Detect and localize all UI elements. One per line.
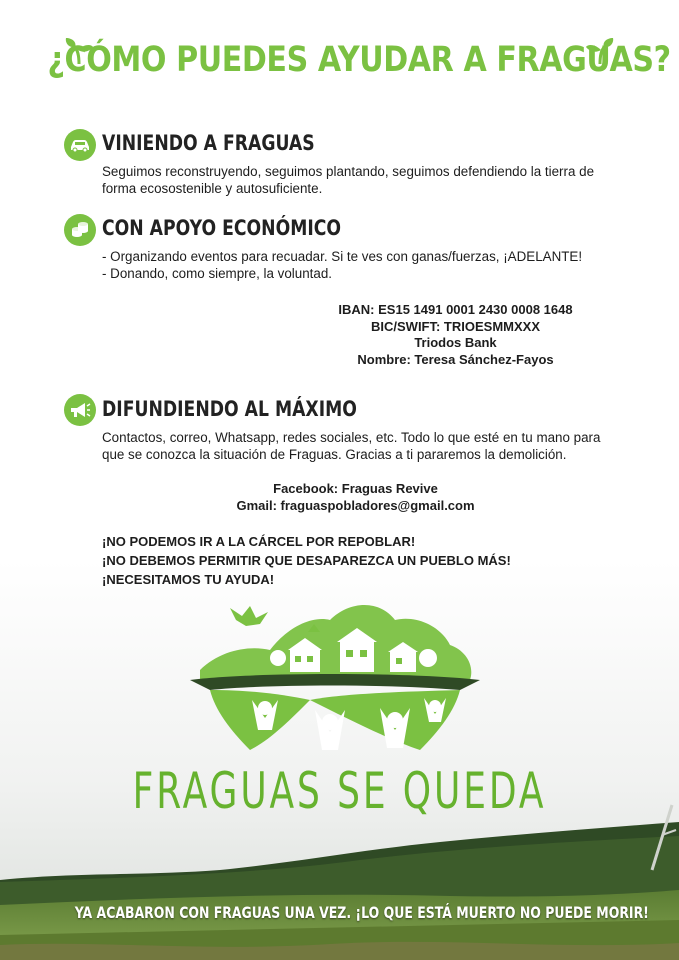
section-heading-visit: VINIENDO A FRAGUAS — [102, 131, 315, 155]
section-text-spread — [102, 429, 622, 463]
dragon-icon — [230, 606, 268, 626]
footer-banner: YA ACABARON CON FRAGUAS UNA VEZ. ¡LO QUE ESTÁ MUERTO NO PUEDE MORIR! — [74, 903, 649, 922]
swift-line: BIC/SWIFT: TRIOESMMXXX — [371, 318, 540, 334]
section-heading-economic: CON APOYO ECONÓMICO — [102, 216, 342, 240]
bank-name-line: Triodos Bank — [414, 335, 497, 350]
slogan-line: ¡NO DEBEMOS PERMITIR QUE DESAPAREZCA UN PUEBLO MÁS! — [102, 553, 511, 568]
section-icon-car — [64, 129, 96, 161]
section-icon-coins — [64, 214, 96, 246]
text-line: Contactos, correo, Whatsapp, redes sociales, etc. Todo lo que esté en tu mano para — [102, 430, 601, 445]
bank-details — [116, 302, 679, 368]
logo-text: FRAGUAS SE QUEDA — [132, 762, 547, 820]
section-text-economic — [102, 248, 622, 282]
iban-line: IBAN: ES15 1491 0001 2430 0008 1648 — [338, 302, 573, 317]
text-line: - Organizando eventos para recuadar. Si te ves con ganas/fuerzas, ¡ADELANTE! — [102, 249, 583, 264]
page-title: ¿CÓMO PUEDES AYUDAR A FRAGUAS? — [47, 40, 671, 80]
slogans — [102, 532, 511, 589]
text-line: Seguimos reconstruyendo, seguimos plantando, seguimos defendiendo la tierra de — [102, 164, 595, 179]
text-line: que se conozca la situación de Fraguas. Gracias a ti pararemos la demolición. — [102, 447, 567, 462]
section-icon-megaphone — [64, 394, 96, 426]
section-heading-spread: DIFUNDIENDO AL MÁXIMO — [102, 397, 357, 421]
slogan-line: ¡NECESITAMOS TU AYUDA! — [102, 572, 275, 587]
section-text-visit — [102, 163, 622, 197]
contact-details — [16, 481, 679, 514]
car-icon — [69, 138, 91, 152]
slogan-line: ¡NO PODEMOS IR A LA CÁRCEL POR REPOBLAR! — [102, 534, 416, 549]
text-line: - Donando, como siempre, la voluntad. — [102, 266, 332, 281]
fraguas-logo — [190, 590, 480, 765]
facebook-line: Facebook: Fraguas Revive — [273, 481, 438, 496]
megaphone-icon — [69, 401, 91, 419]
text-line: forma ecosostenible y autosuficiente. — [102, 181, 323, 196]
coins-icon — [70, 220, 90, 240]
account-holder-line: Nombre: Teresa Sánchez-Fayos — [357, 351, 554, 367]
gmail-line: Gmail: fraguaspobladores@gmail.com — [236, 497, 475, 513]
